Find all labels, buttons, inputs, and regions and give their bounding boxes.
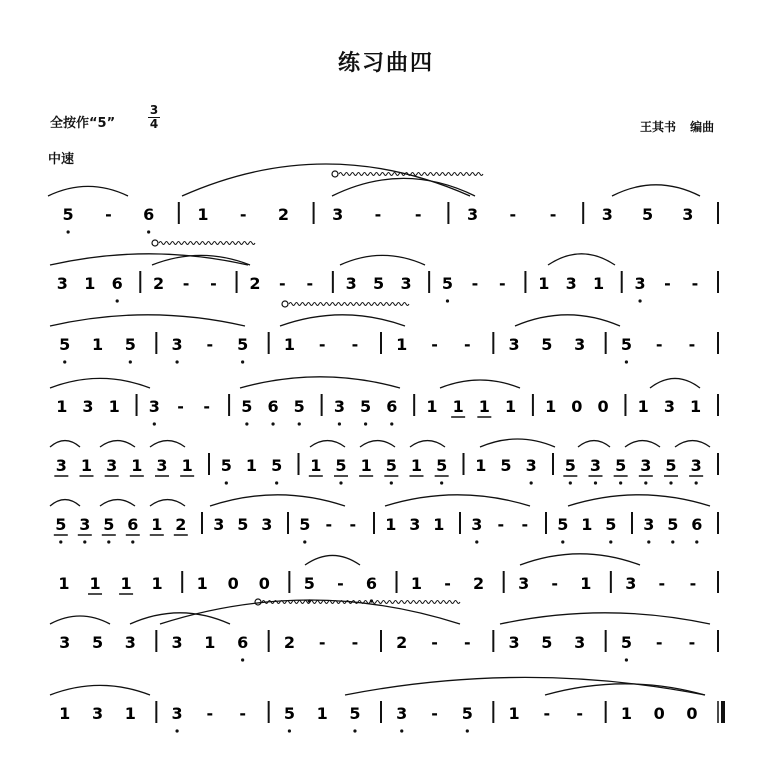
slur-arc: [360, 441, 395, 447]
note: 5: [564, 456, 576, 475]
octave-dot-low: [390, 481, 393, 484]
octave-dot-low: [638, 299, 641, 302]
note: -: [463, 335, 471, 354]
note: -: [206, 704, 214, 723]
note: -: [655, 633, 663, 652]
slur-arc: [440, 380, 520, 388]
note: -: [105, 205, 112, 224]
trill-wavy-line: [159, 242, 255, 245]
note: 3: [148, 397, 160, 416]
note: 5: [283, 704, 295, 723]
note: 1: [91, 335, 104, 354]
note: 3: [574, 335, 586, 354]
note: -: [463, 633, 471, 652]
note: 6: [386, 397, 398, 416]
note: 3: [640, 456, 652, 475]
octave-dot-low: [131, 540, 134, 543]
note: 2: [175, 515, 187, 534]
note: 5: [299, 515, 311, 534]
note: 3: [682, 205, 694, 224]
note: -: [664, 274, 671, 293]
note: 5: [62, 205, 74, 224]
slur-arc: [345, 677, 705, 695]
octave-dot-low: [245, 422, 248, 425]
note: -: [688, 633, 696, 652]
note: 5: [615, 456, 627, 475]
note: 1: [475, 456, 487, 475]
note: 3: [332, 205, 344, 224]
slur-arc: [625, 441, 660, 447]
note: -: [239, 704, 246, 723]
note: 3: [59, 633, 71, 652]
trill-start-circle: [332, 171, 338, 177]
octave-dot-low: [107, 540, 110, 543]
note: 3: [690, 456, 702, 475]
slur-arc: [50, 378, 150, 388]
note: 6: [691, 515, 703, 534]
note: 5: [620, 633, 632, 652]
note: 3: [409, 515, 421, 534]
note: 5: [59, 335, 71, 354]
slur-arc: [160, 600, 460, 624]
note: 2: [283, 633, 295, 652]
note: 3: [396, 704, 408, 723]
note: 0: [571, 397, 583, 416]
slur-arc: [410, 441, 445, 447]
note: -: [414, 205, 422, 224]
tempo-marking: 中速: [48, 152, 75, 167]
octave-dot-low: [619, 481, 622, 484]
note: 3: [171, 704, 183, 723]
octave-dot-low: [83, 540, 86, 543]
note: -: [182, 274, 190, 293]
composer-credit: 王其书 编曲: [640, 120, 715, 134]
note: 1: [690, 397, 702, 416]
note: -: [689, 574, 697, 593]
note: 3: [345, 274, 357, 293]
note: 5: [271, 456, 283, 475]
slur-arc: [385, 495, 530, 506]
octave-dot-low: [175, 360, 178, 363]
octave-dot-low: [644, 481, 647, 484]
note: 6: [127, 515, 139, 534]
note: 5: [605, 515, 617, 534]
octave-dot-low: [625, 360, 628, 363]
note: 5: [293, 397, 305, 416]
octave-dot-low: [400, 729, 403, 732]
slur-arc: [500, 613, 710, 624]
note: 1: [545, 397, 557, 416]
note: 5: [349, 704, 361, 723]
slur-arc: [332, 178, 475, 196]
note: 0: [227, 574, 239, 593]
octave-dot-low: [175, 729, 178, 732]
note: 1: [580, 574, 592, 593]
note: -: [543, 704, 551, 723]
octave-dot-low: [440, 481, 443, 484]
note: 5: [557, 515, 569, 534]
note: 5: [667, 515, 679, 534]
note: 1: [478, 397, 490, 416]
note: 1: [385, 515, 397, 534]
trill-start-circle: [152, 240, 158, 246]
note: 3: [663, 397, 675, 416]
note: 5: [220, 456, 232, 475]
note: 6: [143, 205, 155, 224]
note: -: [306, 274, 314, 293]
note: 5: [385, 456, 397, 475]
note: 1: [620, 704, 632, 723]
note: -: [325, 515, 333, 534]
note: 5: [124, 335, 136, 354]
octave-dot-low: [561, 540, 564, 543]
slur-arc: [150, 500, 185, 506]
octave-dot-low: [298, 422, 301, 425]
octave-dot-low: [59, 540, 62, 543]
note: 5: [441, 274, 454, 293]
note: 1: [396, 335, 408, 354]
note: -: [239, 205, 247, 224]
octave-dot-low: [671, 540, 674, 543]
note: 1: [245, 456, 258, 475]
octave-dot-low: [695, 540, 698, 543]
note: 3: [625, 574, 637, 593]
note: 1: [59, 704, 71, 723]
note: -: [206, 335, 214, 354]
note: 1: [204, 633, 216, 652]
note: -: [444, 574, 451, 593]
note: 5: [91, 633, 104, 652]
note: 3: [400, 274, 412, 293]
note: 5: [241, 397, 253, 416]
note: -: [497, 515, 505, 534]
note: 1: [56, 397, 68, 416]
slur-arc: [548, 254, 615, 265]
note: 1: [108, 397, 120, 416]
octave-dot-low: [303, 540, 306, 543]
note: 3: [574, 633, 586, 652]
octave-dot-low: [241, 658, 244, 661]
note: 2: [249, 274, 261, 293]
octave-dot-low: [147, 230, 150, 233]
note: 3: [643, 515, 655, 534]
octave-dot-low: [475, 540, 478, 543]
note: 5: [237, 515, 249, 534]
time-signature-bottom: 4: [149, 117, 159, 131]
note: -: [576, 704, 583, 723]
note: -: [337, 574, 344, 593]
note: 5: [541, 335, 553, 354]
note: 1: [637, 397, 649, 416]
slur-arc: [310, 441, 345, 447]
note: 3: [601, 205, 613, 224]
slur-arc: [50, 685, 150, 695]
note: 1: [504, 397, 517, 416]
slur-arc: [50, 254, 248, 265]
slur-arc: [515, 315, 620, 326]
slur-arc: [650, 378, 700, 388]
note: -: [431, 633, 438, 652]
note: -: [509, 205, 517, 224]
note: 3: [124, 633, 136, 652]
note: 5: [642, 205, 654, 224]
note: 3: [213, 515, 225, 534]
note: 1: [360, 456, 372, 475]
note: 6: [237, 633, 249, 652]
note: 2: [153, 274, 165, 293]
octave-dot-low: [364, 422, 367, 425]
slur-arc: [675, 441, 710, 447]
note: 3: [55, 456, 67, 475]
octave-dot-low: [466, 729, 469, 732]
slur-arc: [520, 554, 640, 565]
slur-arc: [210, 495, 345, 506]
note: 0: [686, 704, 698, 723]
slur-arc: [48, 186, 128, 196]
note: 1: [196, 574, 208, 593]
note: 6: [111, 274, 123, 293]
note: 5: [436, 456, 448, 475]
octave-dot-low: [153, 422, 156, 425]
note: -: [499, 274, 506, 293]
slur-arc: [568, 495, 710, 506]
slur-arc: [50, 315, 245, 326]
slur-arc: [50, 616, 110, 624]
note: -: [318, 335, 326, 354]
note: 5: [541, 633, 553, 652]
octave-dot-low: [609, 540, 612, 543]
note: -: [549, 205, 557, 224]
octave-dot-low: [390, 422, 393, 425]
note: 0: [653, 704, 665, 723]
note: -: [551, 574, 559, 593]
note: 3: [471, 515, 483, 534]
note: -: [210, 274, 217, 293]
note: -: [374, 205, 382, 224]
trill-start-circle: [282, 301, 288, 307]
note: -: [318, 633, 326, 652]
note: 1: [151, 574, 163, 593]
note: 3: [466, 205, 479, 224]
note: 3: [261, 515, 273, 534]
octave-dot-low: [129, 360, 132, 363]
note: 1: [452, 397, 464, 416]
note: 3: [508, 633, 520, 652]
note: 5: [500, 456, 512, 475]
note: -: [279, 274, 286, 293]
note: 1: [89, 574, 101, 593]
note: 1: [283, 335, 295, 354]
note: -: [431, 335, 438, 354]
note: 0: [258, 574, 270, 593]
note: 5: [103, 515, 115, 534]
note: 3: [156, 456, 168, 475]
slur-arc: [150, 441, 185, 447]
note: 5: [55, 515, 67, 534]
note: -: [203, 397, 211, 416]
note: 1: [426, 397, 438, 416]
note: 3: [56, 274, 68, 293]
slur-arc: [50, 500, 80, 506]
note: -: [691, 274, 699, 293]
trill-start-circle: [255, 599, 261, 605]
slur-arc: [100, 500, 135, 506]
note: 3: [589, 456, 602, 475]
note: 3: [565, 274, 577, 293]
note: 1: [593, 274, 605, 293]
note: 3: [79, 515, 91, 534]
octave-dot-low: [594, 481, 597, 484]
note: 1: [84, 274, 96, 293]
note: 5: [237, 335, 249, 354]
note: 1: [310, 456, 322, 475]
note: 5: [620, 335, 632, 354]
note: -: [431, 704, 438, 723]
note: 3: [171, 335, 183, 354]
octave-dot-low: [625, 658, 628, 661]
note: 3: [518, 574, 530, 593]
note: 5: [461, 704, 473, 723]
slur-arc: [340, 255, 425, 265]
note: 0: [597, 397, 609, 416]
octave-dot-low: [353, 729, 356, 732]
octave-dot-low: [63, 360, 66, 363]
note: 6: [267, 397, 279, 416]
note: 1: [581, 515, 593, 534]
note: 1: [197, 205, 209, 224]
note: -: [177, 397, 184, 416]
octave-dot-low: [339, 481, 342, 484]
note: -: [351, 633, 359, 652]
note: -: [655, 335, 663, 354]
note: 2: [277, 205, 290, 224]
octave-dot-low: [67, 230, 70, 233]
note: 3: [634, 274, 646, 293]
trill-wavy-line: [289, 303, 409, 306]
slur-arc: [612, 185, 700, 196]
slur-arc: [480, 439, 555, 447]
octave-dot-low: [225, 481, 228, 484]
note: -: [688, 335, 696, 354]
slur-arc: [100, 441, 135, 447]
note: 1: [433, 515, 445, 534]
note: 1: [508, 704, 520, 723]
slur-arc: [578, 441, 610, 447]
note: 3: [525, 456, 537, 475]
note: 1: [131, 456, 143, 475]
time-signature-top: 3: [149, 103, 159, 117]
note: 5: [665, 456, 677, 475]
octave-dot-low: [241, 360, 244, 363]
note: 1: [120, 574, 132, 593]
note: -: [349, 515, 357, 534]
key-signature: 全按作“5”: [50, 116, 116, 131]
note: 3: [333, 397, 345, 416]
note: 3: [91, 704, 104, 723]
octave-dot-low: [647, 540, 650, 543]
note: 1: [124, 704, 136, 723]
slur-arc: [545, 684, 705, 695]
note: 1: [410, 456, 423, 475]
octave-dot-low: [338, 422, 341, 425]
note: -: [658, 574, 666, 593]
note: 1: [151, 515, 163, 534]
octave-dot-low: [669, 481, 672, 484]
slur-arc: [305, 555, 360, 565]
slur-arc: [240, 377, 400, 388]
note: 2: [396, 633, 408, 652]
slur-arc: [280, 315, 405, 326]
octave-dot-low: [275, 481, 278, 484]
note: 5: [335, 456, 347, 475]
note: 5: [303, 574, 315, 593]
note: -: [471, 274, 479, 293]
octave-dot-low: [288, 729, 291, 732]
note: 5: [360, 397, 372, 416]
note: 3: [82, 397, 94, 416]
octave-dot-low: [446, 299, 449, 302]
note: 1: [80, 456, 93, 475]
slur-arc: [50, 441, 80, 447]
score-title: 练习曲四: [337, 51, 434, 76]
note: -: [521, 515, 529, 534]
octave-dot-low: [569, 481, 572, 484]
note: 6: [365, 574, 378, 593]
note: 3: [171, 633, 183, 652]
note: -: [351, 335, 359, 354]
octave-dot-low: [271, 422, 274, 425]
note: 1: [538, 274, 550, 293]
note: 3: [508, 335, 520, 354]
octave-dot-low: [530, 481, 533, 484]
octave-dot-low: [695, 481, 698, 484]
note: 1: [181, 456, 193, 475]
note: 1: [58, 574, 70, 593]
note: 2: [473, 574, 485, 593]
note: 3: [106, 456, 118, 475]
note: 1: [410, 574, 423, 593]
note: 1: [316, 704, 328, 723]
note: 5: [373, 274, 385, 293]
octave-dot-low: [116, 299, 119, 302]
